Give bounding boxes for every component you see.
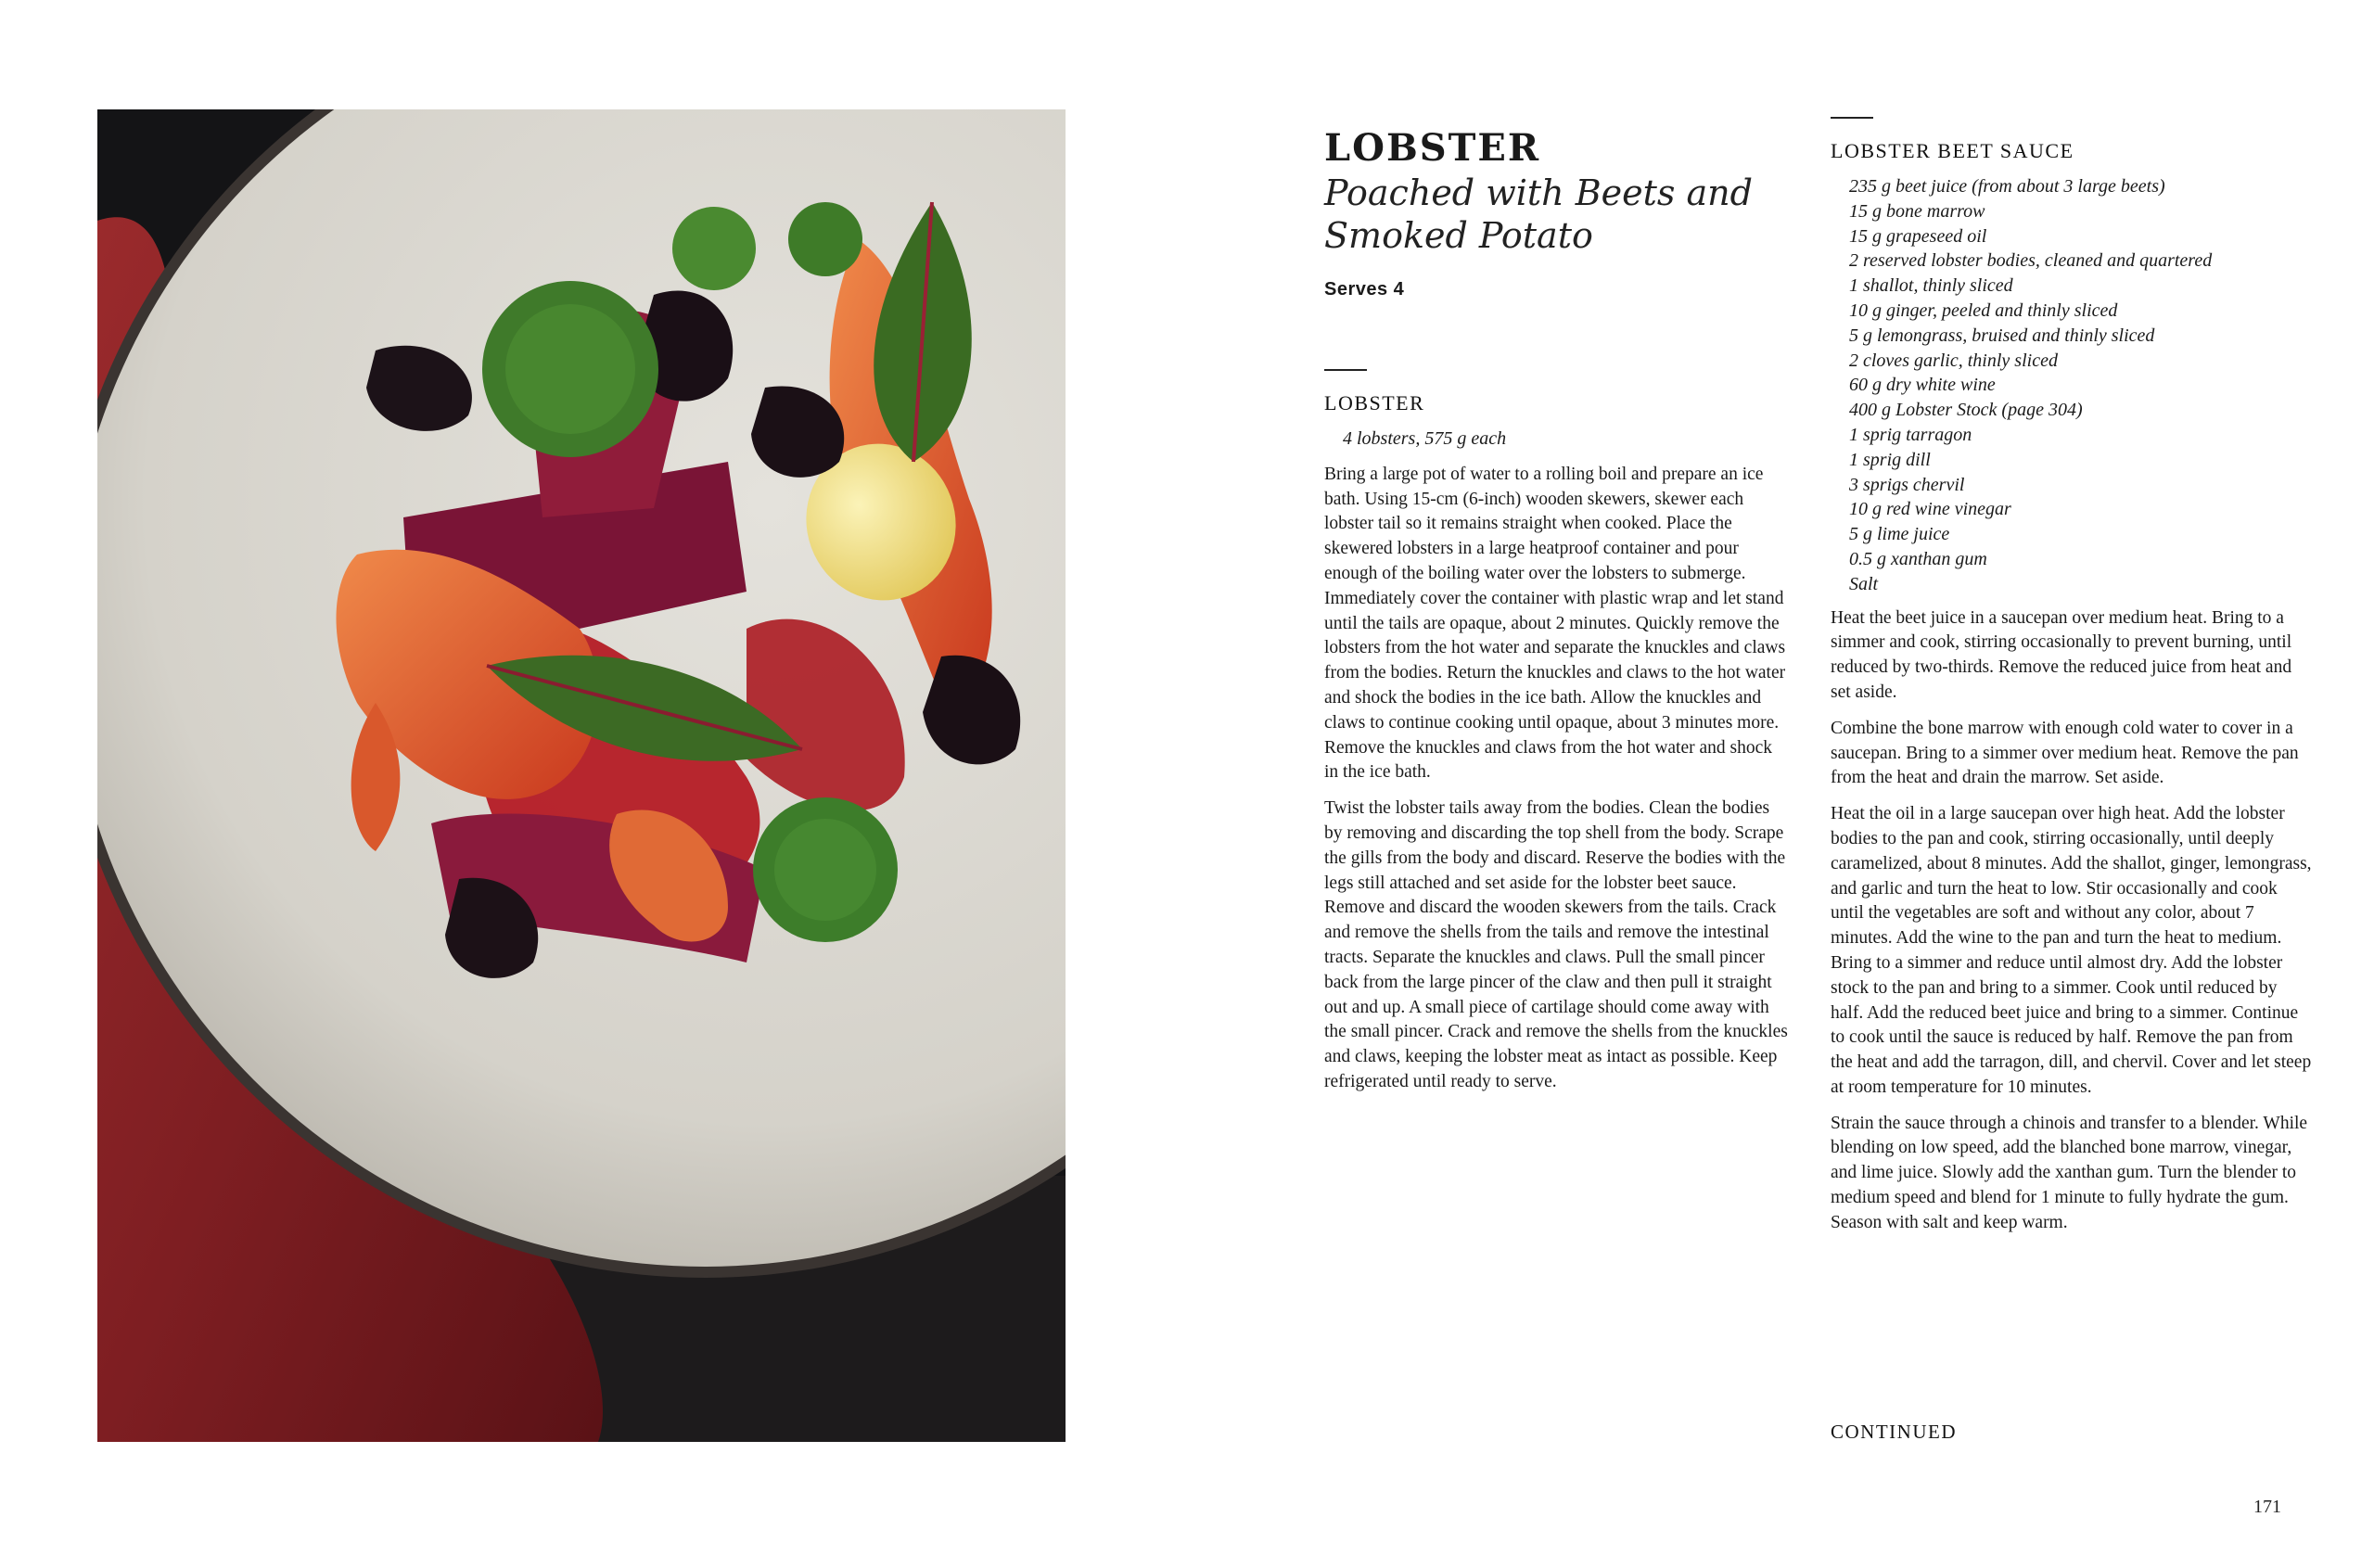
sauce-paragraph-2: Combine the bone marrow with enough cold water to cover in a saucepan. Bring to a simmer over medium heat. Remove the pan from the heat and drain the marrow. Set aside. (1831, 718, 2299, 788)
ingredient-item: 60 g dry white wine (1849, 375, 1996, 396)
section-rule (1831, 117, 1873, 119)
ingredient-item: 0.5 g xanthan gum (1849, 548, 1987, 569)
ingredient-item: 15 g grapeseed oil (1849, 225, 1987, 247)
ingredient-item: 4 lobsters, 575 g each (1343, 428, 1507, 449)
ingredient-item: 10 g ginger, peeled and thinly sliced (1849, 300, 2118, 321)
recipe-subtitle-line2: Smoked Potato (1324, 215, 1593, 256)
dish-illustration (97, 109, 1066, 1442)
ingredient-item: 15 g bone marrow (1849, 200, 1985, 222)
ingredient-item: 2 cloves garlic, thinly sliced (1849, 350, 2058, 371)
sauce-heading: LOBSTER BEET SAUCE (1831, 139, 2074, 162)
recipe-title: LOBSTER (1324, 126, 1541, 170)
sauce-paragraph-3: Heat the oil in a large saucepan over high heat. Add the lobster bodies to the pan and cook, stirring occasionally, until deeply caramelized, about 8 minutes. Add the shallot, ginger, lemongrass, and garlic and turn the heat to low. Stir occasionally and cook until the vegetables are soft and without any color, about 7 minutes. Add the wine to the pan and turn the heat to medium. Bring to a simmer and reduce until almost dry. Add the lobster stock to the pan and bring to a simmer. Cook until reduced by half. Add the reduced beet juice and bring to a simmer. Continue to cook until the sauce is reduced by half. Remove the pan from the heat and add the tarragon, dill, and chervil. Cover and let steep at room temperature for 10 minutes. (1831, 804, 2312, 1097)
nasturtium-leaf (788, 202, 862, 276)
nasturtium-leaf (672, 207, 756, 290)
ingredient-item: 2 reserved lobster bodies, cleaned and quartered (1849, 250, 2213, 272)
lobster-ingredients (1324, 427, 1788, 452)
lobster-paragraph-1: Bring a large pot of water to a rolling boil and prepare an ice bath. Using 15-cm (6-inch) wooden skewers, skewer each lobster tail so it remains straight when cooked. Place the skewered lobsters in a large heatproof container and pour enough of the boiling water over the lobsters to submerge. Immediately cover the container with plastic wrap and let stand until the tails are opaque, about 2 minutes. Quickly remove the lobsters from the hot water and separate the knuckles and claws from the bodies. Return the knuckles and claws to the hot water and shock the bodies in the ice bath. Allow the knuckles and claws to continue cooking until opaque, about 3 minutes more. Remove the knuckles and claws from the hot water and shock in the ice bath. (1324, 464, 1786, 783)
section-rule (1324, 369, 1367, 371)
ingredient-item: 3 sprigs chervil (1849, 474, 1965, 495)
ingredient-item: 1 shallot, thinly sliced (1849, 275, 2013, 297)
dish-photo (97, 109, 1066, 1442)
sauce-paragraph-1: Heat the beet juice in a saucepan over medium heat. Bring to a simmer and cook, stirring occasionally to prevent burning, until reduced by two-thirds. Remove the reduced juice from heat and set aside. (1831, 607, 2292, 702)
continued-label: CONTINUED (1831, 1421, 1957, 1443)
sauce-paragraph-4: Strain the sauce through a chinois and transfer to a blender. While blending on low speed, add the blanched bone marrow, vinegar, and lime juice. Slowly add the xanthan gum. Turn the blender to medium speed and blend for 1 minute to fully hydrate the gum. Season with salt and keep warm. (1831, 1113, 2308, 1232)
sauce-ingredients (1831, 174, 2313, 597)
ingredient-item: 235 g beet juice (from about 3 large beets) (1849, 176, 2165, 197)
recipe-column-left (1324, 125, 1788, 1106)
recipe-column-right (1831, 117, 2313, 1247)
ingredient-item: 5 g lime juice (1849, 524, 1950, 545)
recipe-subtitle-line1: Poached with Beets and (1324, 172, 1753, 213)
ingredient-item: 1 sprig dill (1849, 449, 1931, 470)
ingredient-item: 400 g Lobster Stock (page 304) (1849, 400, 2083, 421)
serves-label: Serves 4 (1324, 279, 1405, 300)
ingredient-item: 1 sprig tarragon (1849, 424, 1972, 445)
ingredient-item: 5 g lemongrass, bruised and thinly sliced (1849, 325, 2155, 346)
page-number: 171 (2253, 1497, 2281, 1517)
lobster-heading: LOBSTER (1324, 391, 1425, 414)
lobster-paragraph-2: Twist the lobster tails away from the bodies. Clean the bodies by removing and discarding the top shell from the body. Scrape the gills from the body and discard. Reserve the bodies with the legs still attached and set aside for the lobster beet sauce. Remove and discard the wooden skewers from the tails. Crack and remove the shells from the tails and remove the intestinal tracts. Separate the knuckles and claws. Pull the small pincer back from the large pincer of the claw and then pull it straight out and up. A small piece of cartilage should come away with the small pincer. Crack and remove the shells from the knuckles and claws, keeping the lobster meat as intact as possible. Keep refrigerated until ready to serve. (1324, 798, 1788, 1091)
ingredient-item: 10 g red wine vinegar (1849, 499, 2011, 520)
ingredient-item: Salt (1849, 573, 1879, 594)
